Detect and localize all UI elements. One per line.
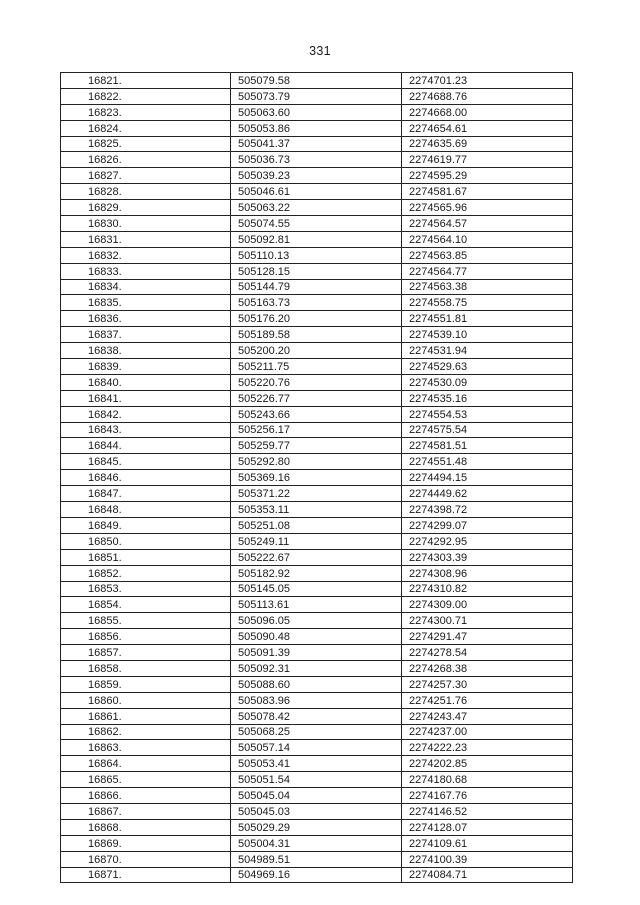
table-row: [61, 438, 573, 454]
point-number-cell: 16844.: [61, 438, 231, 454]
y-coordinate-cell: 2274300.71: [402, 613, 573, 629]
y-coordinate-cell: 2274564.57: [402, 216, 573, 232]
point-number-cell: 16851.: [61, 549, 231, 565]
y-coordinate-cell: 2274575.54: [402, 422, 573, 438]
table-row: [61, 184, 573, 200]
point-number-cell: 16861.: [61, 708, 231, 724]
y-coordinate-cell: 2274529.63: [402, 359, 573, 375]
coordinates-table-body: [61, 73, 573, 883]
x-coordinate-cell: 505045.04: [231, 788, 402, 804]
table-row: [61, 756, 573, 772]
y-coordinate-cell: 2274084.71: [402, 867, 573, 883]
x-coordinate-cell: 505096.05: [231, 613, 402, 629]
x-coordinate-cell: 505176.20: [231, 311, 402, 327]
y-coordinate-cell: 2274257.30: [402, 676, 573, 692]
point-number-cell: 16834.: [61, 279, 231, 295]
point-number-cell: 16862.: [61, 724, 231, 740]
point-number-cell: 16859.: [61, 676, 231, 692]
table-row: [61, 327, 573, 343]
point-number-cell: 16850.: [61, 533, 231, 549]
table-row: [61, 390, 573, 406]
point-number-cell: 16826.: [61, 152, 231, 168]
x-coordinate-cell: 505371.22: [231, 486, 402, 502]
y-coordinate-cell: 2274531.94: [402, 343, 573, 359]
point-number-cell: 16863.: [61, 740, 231, 756]
point-number-cell: 16870.: [61, 851, 231, 867]
x-coordinate-cell: 505039.23: [231, 168, 402, 184]
y-coordinate-cell: 2274581.51: [402, 438, 573, 454]
y-coordinate-cell: 2274554.53: [402, 406, 573, 422]
point-number-cell: 16830.: [61, 216, 231, 232]
y-coordinate-cell: 2274563.38: [402, 279, 573, 295]
x-coordinate-cell: 505068.25: [231, 724, 402, 740]
y-coordinate-cell: 2274668.00: [402, 104, 573, 120]
x-coordinate-cell: 505353.11: [231, 502, 402, 518]
table-row: [61, 533, 573, 549]
table-row: [61, 502, 573, 518]
table-row: [61, 549, 573, 565]
x-coordinate-cell: 505036.73: [231, 152, 402, 168]
table-row: [61, 613, 573, 629]
table-row: [61, 724, 573, 740]
y-coordinate-cell: 2274303.39: [402, 549, 573, 565]
y-coordinate-cell: 2274310.82: [402, 581, 573, 597]
x-coordinate-cell: 505259.77: [231, 438, 402, 454]
y-coordinate-cell: 2274595.29: [402, 168, 573, 184]
table-row: [61, 295, 573, 311]
x-coordinate-cell: 505004.31: [231, 835, 402, 851]
point-number-cell: 16871.: [61, 867, 231, 883]
x-coordinate-cell: 504969.16: [231, 867, 402, 883]
x-coordinate-cell: 505053.41: [231, 756, 402, 772]
x-coordinate-cell: 505073.79: [231, 88, 402, 104]
table-row: [61, 645, 573, 661]
y-coordinate-cell: 2274292.95: [402, 533, 573, 549]
point-number-cell: 16860.: [61, 692, 231, 708]
x-coordinate-cell: 505092.81: [231, 231, 402, 247]
point-number-cell: 16858.: [61, 660, 231, 676]
point-number-cell: 16837.: [61, 327, 231, 343]
y-coordinate-cell: 2274565.96: [402, 200, 573, 216]
table-row: [61, 88, 573, 104]
table-row: [61, 597, 573, 613]
point-number-cell: 16828.: [61, 184, 231, 200]
point-number-cell: 16856.: [61, 629, 231, 645]
table-row: [61, 422, 573, 438]
point-number-cell: 16821.: [61, 73, 231, 89]
x-coordinate-cell: 505256.17: [231, 422, 402, 438]
table-row: [61, 772, 573, 788]
point-number-cell: 16843.: [61, 422, 231, 438]
point-number-cell: 16829.: [61, 200, 231, 216]
table-row: [61, 311, 573, 327]
x-coordinate-cell: 505051.54: [231, 772, 402, 788]
table-row: [61, 406, 573, 422]
y-coordinate-cell: 2274581.67: [402, 184, 573, 200]
y-coordinate-cell: 2274551.81: [402, 311, 573, 327]
x-coordinate-cell: 505128.15: [231, 263, 402, 279]
point-number-cell: 16849.: [61, 517, 231, 533]
table-row: [61, 819, 573, 835]
x-coordinate-cell: 505243.66: [231, 406, 402, 422]
y-coordinate-cell: 2274237.00: [402, 724, 573, 740]
page-number: 331: [309, 44, 331, 58]
coordinates-table: [60, 72, 573, 883]
y-coordinate-cell: 2274564.77: [402, 263, 573, 279]
table-row: [61, 740, 573, 756]
point-number-cell: 16836.: [61, 311, 231, 327]
x-coordinate-cell: 505063.22: [231, 200, 402, 216]
table-row: [61, 629, 573, 645]
table-row: [61, 660, 573, 676]
y-coordinate-cell: 2274539.10: [402, 327, 573, 343]
y-coordinate-cell: 2274251.76: [402, 692, 573, 708]
point-number-cell: 16853.: [61, 581, 231, 597]
point-number-cell: 16857.: [61, 645, 231, 661]
y-coordinate-cell: 2274619.77: [402, 152, 573, 168]
x-coordinate-cell: 505200.20: [231, 343, 402, 359]
x-coordinate-cell: 505369.16: [231, 470, 402, 486]
x-coordinate-cell: 505189.58: [231, 327, 402, 343]
point-number-cell: 16868.: [61, 819, 231, 835]
y-coordinate-cell: 2274688.76: [402, 88, 573, 104]
point-number-cell: 16839.: [61, 359, 231, 375]
point-number-cell: 16831.: [61, 231, 231, 247]
y-coordinate-cell: 2274202.85: [402, 756, 573, 772]
table-row: [61, 279, 573, 295]
table-row: [61, 517, 573, 533]
x-coordinate-cell: 505041.37: [231, 136, 402, 152]
point-number-cell: 16852.: [61, 565, 231, 581]
point-number-cell: 16824.: [61, 120, 231, 136]
y-coordinate-cell: 2274278.54: [402, 645, 573, 661]
point-number-cell: 16869.: [61, 835, 231, 851]
table-row: [61, 788, 573, 804]
point-number-cell: 16846.: [61, 470, 231, 486]
table-row: [61, 454, 573, 470]
x-coordinate-cell: 505053.86: [231, 120, 402, 136]
y-coordinate-cell: 2274268.38: [402, 660, 573, 676]
point-number-cell: 16823.: [61, 104, 231, 120]
table-row: [61, 867, 573, 883]
y-coordinate-cell: 2274167.76: [402, 788, 573, 804]
x-coordinate-cell: 505251.08: [231, 517, 402, 533]
table-row: [61, 835, 573, 851]
point-number-cell: 16864.: [61, 756, 231, 772]
y-coordinate-cell: 2274563.85: [402, 247, 573, 263]
y-coordinate-cell: 2274654.61: [402, 120, 573, 136]
point-number-cell: 16866.: [61, 788, 231, 804]
table-row: [61, 851, 573, 867]
x-coordinate-cell: 505182.92: [231, 565, 402, 581]
y-coordinate-cell: 2274128.07: [402, 819, 573, 835]
point-number-cell: 16847.: [61, 486, 231, 502]
table-row: [61, 359, 573, 375]
x-coordinate-cell: 505057.14: [231, 740, 402, 756]
x-coordinate-cell: 505249.11: [231, 533, 402, 549]
table-row: [61, 136, 573, 152]
x-coordinate-cell: 505029.29: [231, 819, 402, 835]
point-number-cell: 16842.: [61, 406, 231, 422]
x-coordinate-cell: 505046.61: [231, 184, 402, 200]
x-coordinate-cell: 505145.05: [231, 581, 402, 597]
x-coordinate-cell: 505083.96: [231, 692, 402, 708]
x-coordinate-cell: 505078.42: [231, 708, 402, 724]
y-coordinate-cell: 2274180.68: [402, 772, 573, 788]
table-row: [61, 263, 573, 279]
table-row: [61, 803, 573, 819]
y-coordinate-cell: 2274551.48: [402, 454, 573, 470]
x-coordinate-cell: 505163.73: [231, 295, 402, 311]
y-coordinate-cell: 2274494.15: [402, 470, 573, 486]
y-coordinate-cell: 2274701.23: [402, 73, 573, 89]
point-number-cell: 16854.: [61, 597, 231, 613]
x-coordinate-cell: 505113.61: [231, 597, 402, 613]
table-row: [61, 374, 573, 390]
x-coordinate-cell: 505144.79: [231, 279, 402, 295]
x-coordinate-cell: 505292.80: [231, 454, 402, 470]
x-coordinate-cell: 505088.60: [231, 676, 402, 692]
table-row: [61, 486, 573, 502]
table-row: [61, 152, 573, 168]
point-number-cell: 16825.: [61, 136, 231, 152]
table-row: [61, 247, 573, 263]
table-row: [61, 73, 573, 89]
point-number-cell: 16865.: [61, 772, 231, 788]
x-coordinate-cell: 505045.03: [231, 803, 402, 819]
x-coordinate-cell: 505090.48: [231, 629, 402, 645]
x-coordinate-cell: 505063.60: [231, 104, 402, 120]
y-coordinate-cell: 2274309.00: [402, 597, 573, 613]
point-number-cell: 16827.: [61, 168, 231, 184]
y-coordinate-cell: 2274308.96: [402, 565, 573, 581]
x-coordinate-cell: 505220.76: [231, 374, 402, 390]
y-coordinate-cell: 2274558.75: [402, 295, 573, 311]
table-row: [61, 120, 573, 136]
x-coordinate-cell: 505226.77: [231, 390, 402, 406]
point-number-cell: 16835.: [61, 295, 231, 311]
y-coordinate-cell: 2274100.39: [402, 851, 573, 867]
point-number-cell: 16845.: [61, 454, 231, 470]
y-coordinate-cell: 2274243.47: [402, 708, 573, 724]
y-coordinate-cell: 2274146.52: [402, 803, 573, 819]
x-coordinate-cell: 505211.75: [231, 359, 402, 375]
y-coordinate-cell: 2274449.62: [402, 486, 573, 502]
point-number-cell: 16832.: [61, 247, 231, 263]
y-coordinate-cell: 2274299.07: [402, 517, 573, 533]
point-number-cell: 16867.: [61, 803, 231, 819]
y-coordinate-cell: 2274564.10: [402, 231, 573, 247]
x-coordinate-cell: 505222.67: [231, 549, 402, 565]
point-number-cell: 16848.: [61, 502, 231, 518]
table-row: [61, 565, 573, 581]
y-coordinate-cell: 2274222.23: [402, 740, 573, 756]
table-row: [61, 343, 573, 359]
y-coordinate-cell: 2274535.16: [402, 390, 573, 406]
x-coordinate-cell: 505091.39: [231, 645, 402, 661]
y-coordinate-cell: 2274635.69: [402, 136, 573, 152]
point-number-cell: 16833.: [61, 263, 231, 279]
y-coordinate-cell: 2274291.47: [402, 629, 573, 645]
y-coordinate-cell: 2274398.72: [402, 502, 573, 518]
point-number-cell: 16822.: [61, 88, 231, 104]
point-number-cell: 16838.: [61, 343, 231, 359]
table-row: [61, 708, 573, 724]
x-coordinate-cell: 505092.31: [231, 660, 402, 676]
point-number-cell: 16840.: [61, 374, 231, 390]
x-coordinate-cell: 505110.13: [231, 247, 402, 263]
point-number-cell: 16841.: [61, 390, 231, 406]
table-row: [61, 692, 573, 708]
table-row: [61, 200, 573, 216]
y-coordinate-cell: 2274109.61: [402, 835, 573, 851]
table-row: [61, 168, 573, 184]
table-row: [61, 581, 573, 597]
point-number-cell: 16855.: [61, 613, 231, 629]
x-coordinate-cell: 505074.55: [231, 216, 402, 232]
y-coordinate-cell: 2274530.09: [402, 374, 573, 390]
table-row: [61, 676, 573, 692]
table-row: [61, 104, 573, 120]
table-row: [61, 231, 573, 247]
table-row: [61, 216, 573, 232]
x-coordinate-cell: 505079.58: [231, 73, 402, 89]
x-coordinate-cell: 504989.51: [231, 851, 402, 867]
table-row: [61, 470, 573, 486]
